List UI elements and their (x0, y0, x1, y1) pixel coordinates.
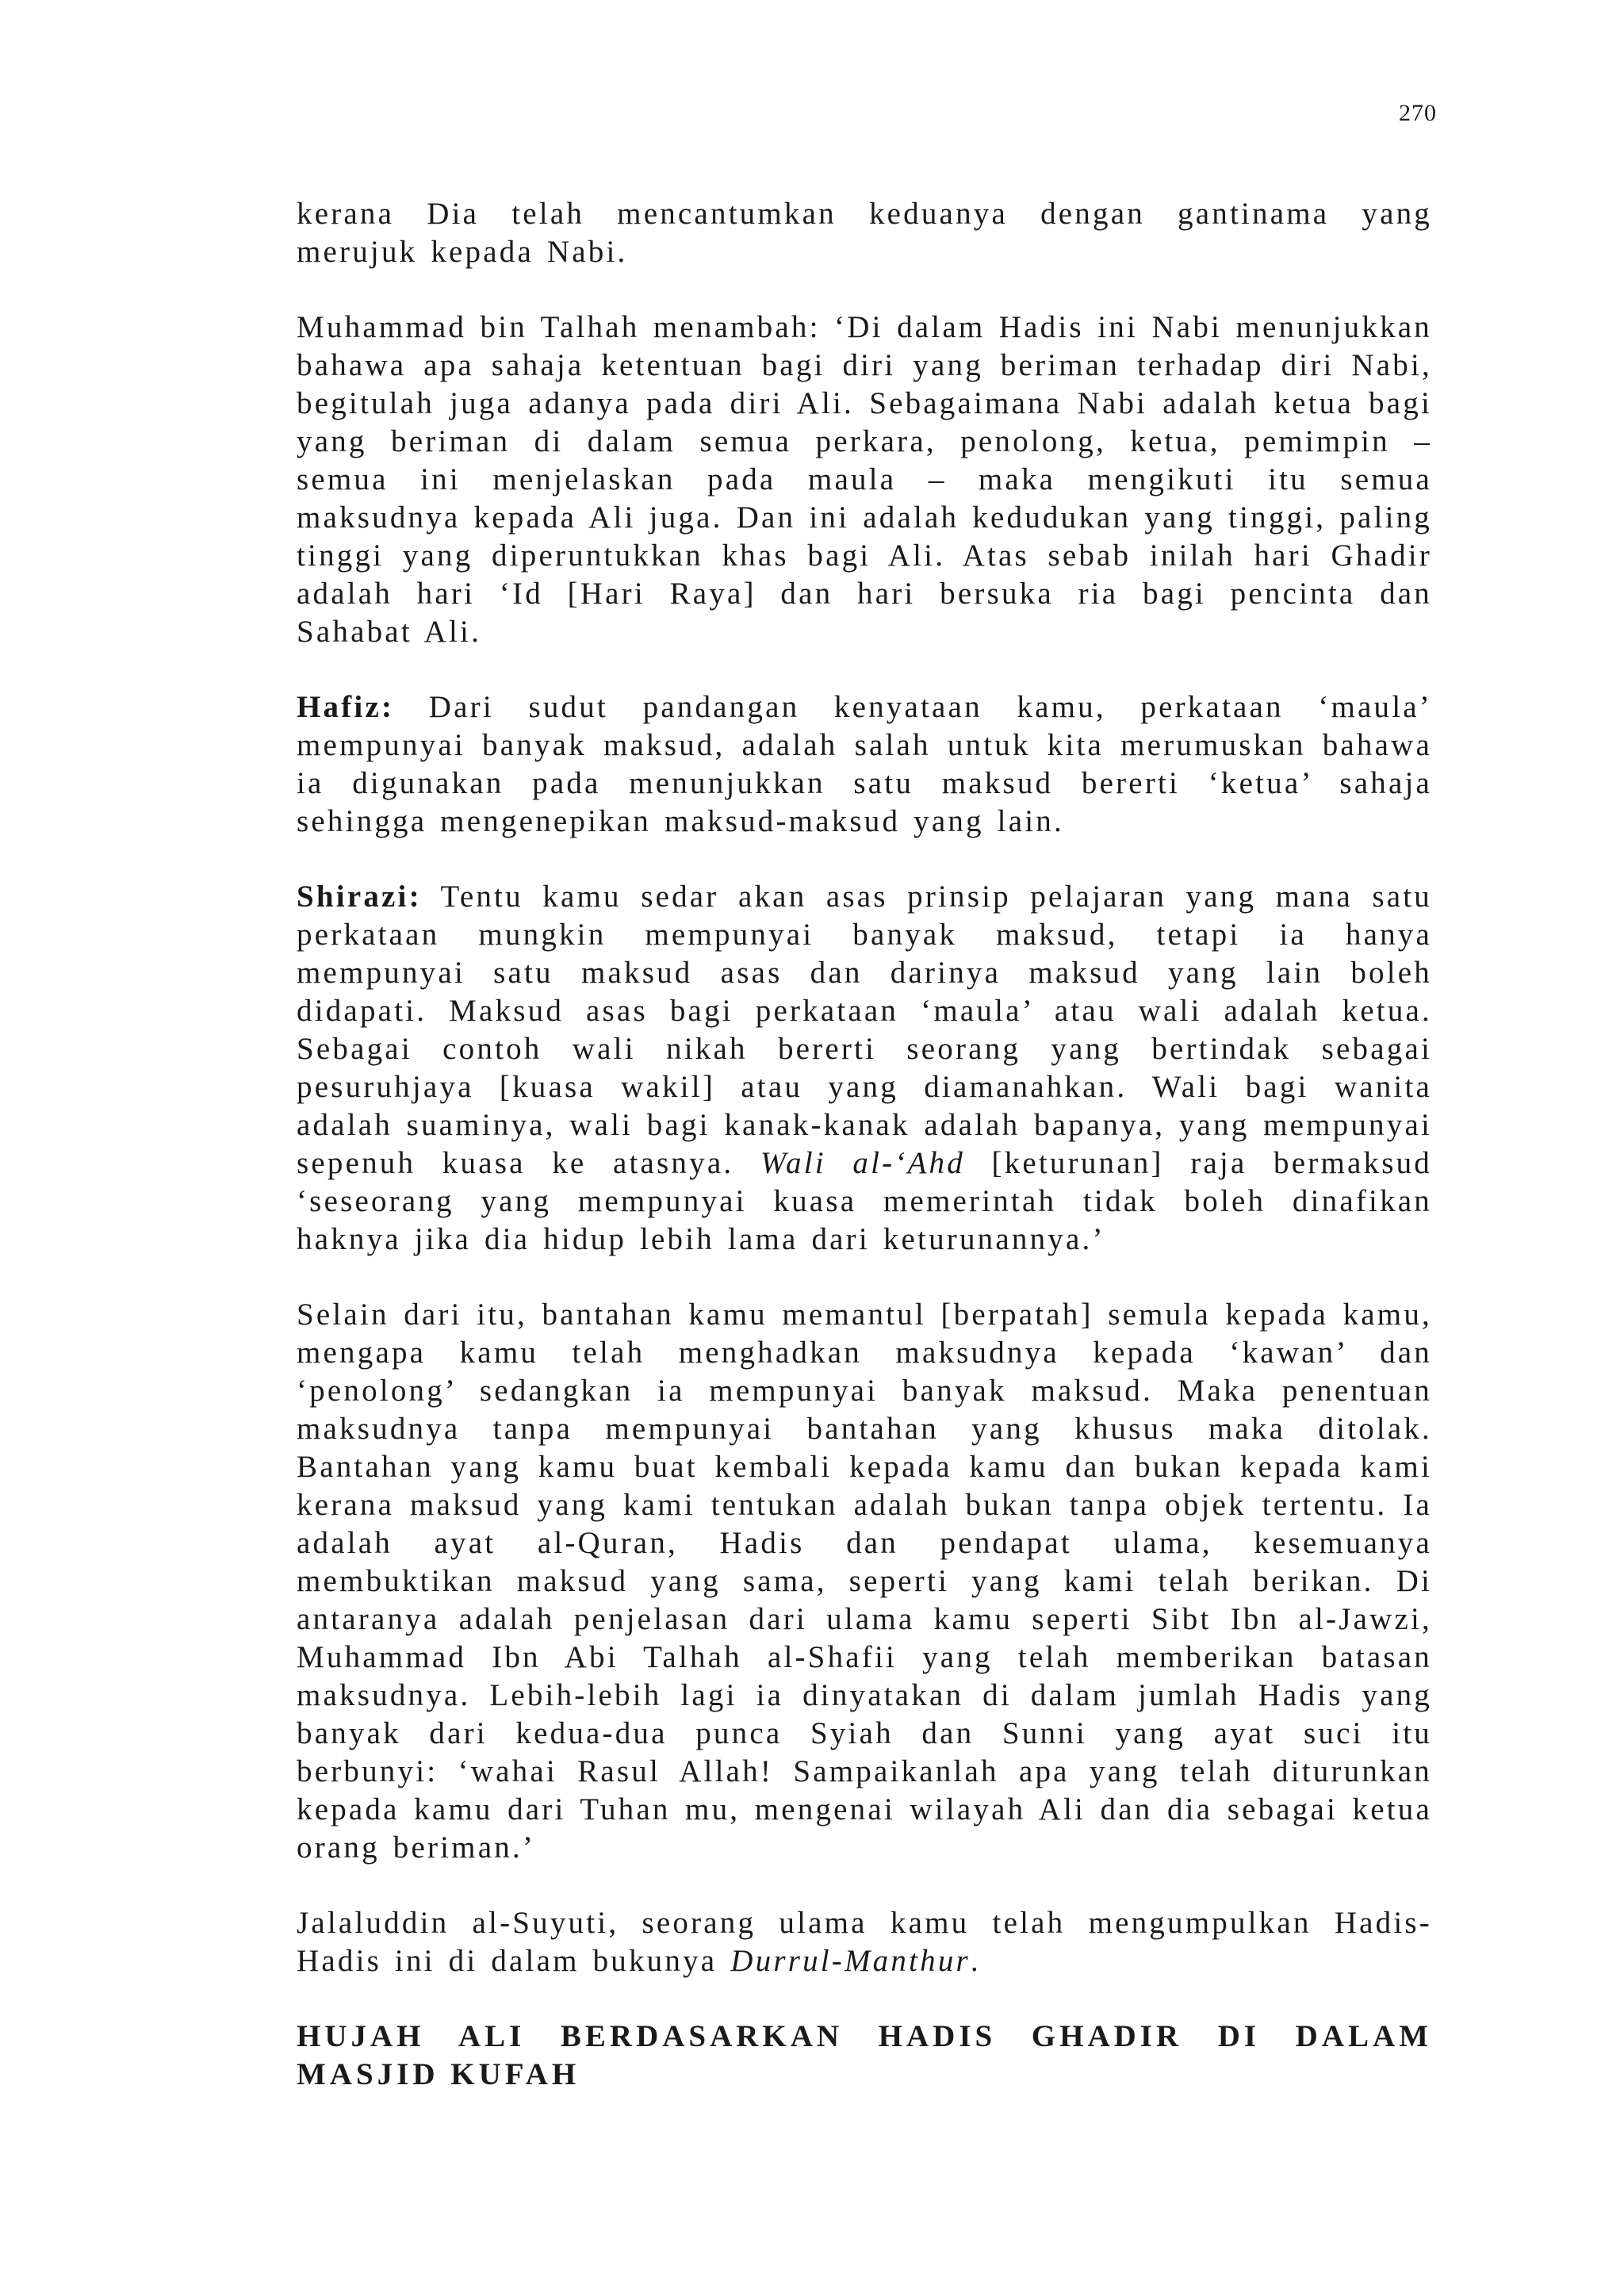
page-number: 270 (1399, 100, 1437, 126)
speaker-label-shirazi: Shirazi: (297, 880, 422, 914)
paragraph-6 (297, 1904, 1432, 1980)
document-body (297, 195, 1432, 2094)
italic-term-wali-al-ahd: Wali al-‘Ahd (760, 1146, 965, 1180)
paragraph-1: kerana Dia telah mencantumkan keduanya dengan gantinama yang merujuk kepada Nabi. (297, 197, 1432, 269)
paragraph-shirazi-text-a: Tentu kamu sedar akan asas prinsip pelajaran yang mana satu perkataan mungkin mempunyai banyak maksud, tetapi ia hanya mempunyai satu maksud asas dan darinya maksud yang lain boleh didapati. Maksud asas bagi perkataan ‘maula’ atau wali adalah ketua. Sebagai contoh wali nikah bererti seorang yang bertindak sebagai pesuruhjaya [kuasa wakil] atau yang diamanahkan. Wali bagi wanita adalah suaminya, wali bagi kanak-kanak adalah bapanya, yang mempunyai sepenuh kuasa ke atasnya. (297, 880, 1432, 1180)
paragraph-6-text: Jalaluddin al-Suyuti, seorang ulama kamu telah mengumpulkan Hadis-Hadis ini di dalam bukunya (297, 1906, 1432, 1978)
section-heading: HUJAH ALI BERDASARKAN HADIS GHADIR DI DALAM MASJID KUFAH (297, 2019, 1432, 2091)
paragraph-5: Selain dari itu, bantahan kamu memantul [berpatah] semula kepada kamu, mengapa kamu telah menghadkan maksudnya kepada ‘kawan’ dan ‘penolong’ sedangkan ia mempunyai banyak maksud. Maka penentuan maksudnya tanpa mempunyai bantahan yang khusus maka ditolak. Bantahan yang kamu buat kembali kepada kamu dan bukan kepada kami kerana maksud yang kami tentukan adalah bukan tanpa objek tertentu. Ia adalah ayat al-Quran, Hadis dan pendapat ulama, kesemuanya membuktikan maksud yang sama, seperti yang kami telah berikan. Di antaranya adalah penjelasan dari ulama kamu seperti Sibt Ibn al-Jawzi, Muhammad Ibn Abi Talhah al-Shafii yang telah memberikan batasan maksudnya. Lebih-lebih lagi ia dinyatakan di dalam jumlah Hadis yang banyak dari kedua-dua punca Syiah dan Sunni yang ayat suci itu berbunyi: ‘wahai Rasul Allah! Sampaikanlah apa yang telah diturunkan kepada kamu dari Tuhan mu, mengenai wilayah Ali dan dia sebagai ketua orang beriman.’ (297, 1297, 1432, 1865)
paragraph-6-end: . (970, 1944, 981, 1978)
paragraph-2: Muhammad bin Talhah menambah: ‘Di dalam Hadis ini Nabi menunjukkan bahawa apa sahaja ketentuan bagi diri yang beriman terhadap diri Nabi, begitulah juga adanya pada diri Ali. Sebagaimana Nabi adalah ketua bagi yang beriman di dalam semua perkara, penolong, ketua, pemimpin – semua ini menjelaskan pada maula – maka mengikuti itu semua maksudnya kepada Ali juga. Dan ini adalah kedudukan yang tinggi, paling tinggi yang diperuntukkan khas bagi Ali. Atas sebab inilah hari Ghadir adalah hari ‘Id [Hari Raya] dan hari bersuka ria bagi pencinta dan Sahabat Ali. (297, 310, 1432, 649)
paragraph-hafiz (297, 688, 1432, 841)
paragraph-shirazi (297, 878, 1432, 1259)
speaker-label-hafiz: Hafiz: (297, 690, 395, 724)
paragraph-shirazi-text-b: [keturunan] raja bermaksud ‘seseorang yang mempunyai kuasa memerintah tidak boleh dinafikan haknya jika dia hidup lebih lama dari keturunannya.’ (297, 1146, 1432, 1256)
book-title-durrul-manthur: Durrul-Manthur (730, 1944, 971, 1978)
paragraph-hafiz-text: Dari sudut pandangan kenyataan kamu, perkataan ‘maula’ mempunyai banyak maksud, adalah salah untuk kita merumuskan bahawa ia digunakan pada menunjukkan satu maksud bererti ‘ketua’ sahaja sehingga mengenepikan maksud-maksud yang lain. (297, 690, 1432, 838)
